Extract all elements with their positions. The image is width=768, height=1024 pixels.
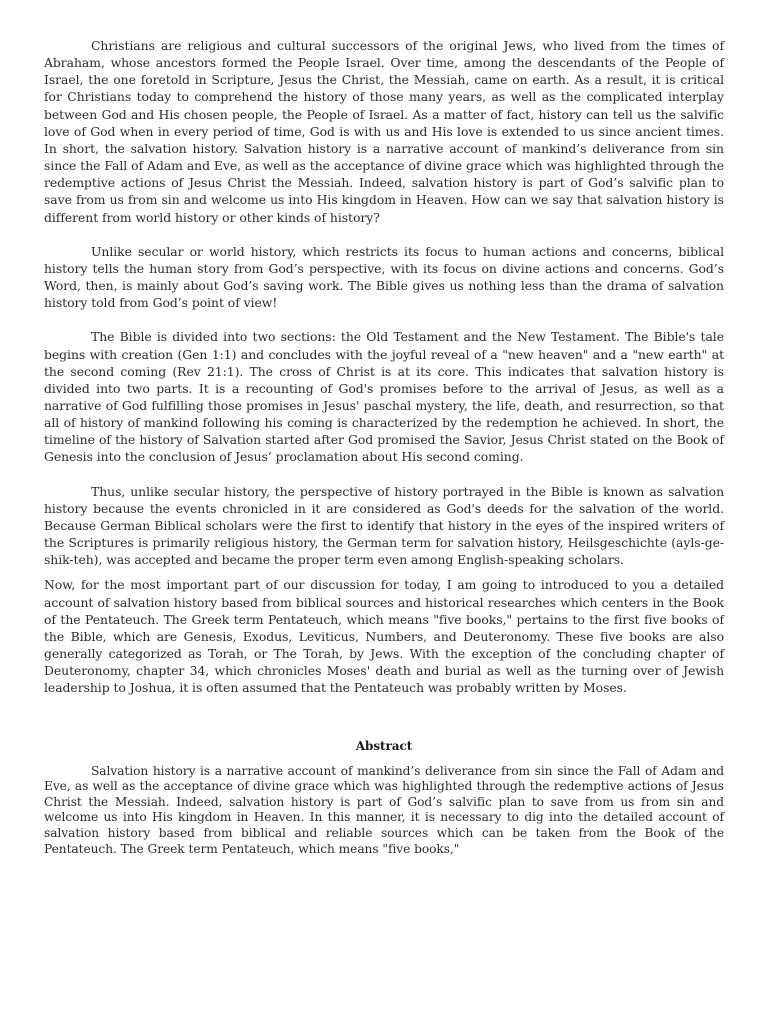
paragraph-pentateuch: Now, for the most important part of our discussion for today, I am going to introduced to you a detailed account of salvation history based from biblical sources and historical researches which centers in the Book of the Pentateuch. The Greek term Pentateuch, which means "five books," pertains to the first five books of the Bible, which are Genesis, Exodus, Leviticus, Numbers, and Deuteronomy. These five books are also generally categorized as Torah, or The Torah, by Jews. With the exception of the concluding chapter of Deuteronomy, chapter 34, which chronicles Moses' death and burial as well as the turning over of Jewish leadership to Joshua, it is often assumed that the Pentateuch was probably written by Moses. — [44, 577, 724, 696]
abstract-text: Salvation history is a narrative account of mankind’s deliverance from sin since the Fall of Adam and Eve, as well as the acceptance of divine grace which was highlighted through the redemptive actions of Jesus Christ the Messiah. Indeed, salvation history is part of God’s salvific plan to save from us from sin and welcome us into His kingdom in Heaven. In this manner, it is necessary to dig into the detailed account of salvation history based from biblical and reliable sources which can be taken from the Book of the Pentateuch. The Greek term Pentateuch, which means "five books," — [44, 763, 724, 856]
paragraph-biblical-history: Unlike secular or world history, which restricts its focus to human actions and concerns, biblical history tells the human story from God’s perspective, with its focus on divine actions and concerns. God’s Word, then, is mainly about God’s saving work. The Bible gives us nothing less than the drama of salvation history told from God’s point of view! — [44, 243, 724, 311]
abstract-heading: Abstract — [355, 739, 413, 754]
paragraph-two-testaments: The Bible is divided into two sections: the Old Testament and the New Testament. The Bible's tale begins with creation (Gen 1:1) and concludes with the joyful reveal of a "new heaven" and a "new earth" at the second coming (Rev 21:1). The cross of Christ is at its core. This indicates that salvation history is divided into two parts. It is a recounting of God's promises before to the arrival of Jesus, as well as a narrative of God fulfilling those promises in Jesus' paschal mystery, the life, death, and resurrection, so that all of history of mankind following his coming is characterized by the redemption he achieved. In short, the timeline of the history of Salvation started after God promised the Savior, Jesus Christ stated on the Book of Genesis into the conclusion of Jesus’ proclamation about His second coming. — [44, 329, 724, 465]
paragraph-intro: Christians are religious and cultural successors of the original Jews, who lived from the times of Abraham, whose ancestors formed the People Israel. Over time, among the descendants of the People of Israel, the one foretold in Scripture, Jesus the Christ, the Messiah, came on earth. As a result, it is critical for Christians today to comprehend the history of those many years, as well as the complicated interplay between God and His chosen people, the People of Israel. As a matter of fact, history can tell us the salvific love of God when in every period of time, God is with us and His love is extended to us since ancient times. In short, the salvation history. Salvation history is a narrative account of mankind’s deliverance from sin since the Fall of Adam and Eve, as well as the acceptance of divine grace which was highlighted through the redemptive actions of Jesus Christ the Messiah. Indeed, salvation history is part of God’s salvific plan to save from us from sin and welcome us into His kingdom in Heaven. How can we say that salvation history is different from world history or other kinds of history? — [44, 38, 724, 225]
document-page — [44, 37, 724, 857]
paragraph-heilsgeschichte: Thus, unlike secular history, the perspective of history portrayed in the Bible is known as salvation history because the events chronicled in it are considered as God's deeds for the salvation of the world. Because German Biblical scholars were the first to identify that history in the eyes of the inspired writers of the Scriptures is primarily religious history, the German term for salvation history, Heilsgeschichte (ayls-ge-shik-teh), was accepted and became the proper term even among English-speaking scholars. — [44, 483, 724, 568]
